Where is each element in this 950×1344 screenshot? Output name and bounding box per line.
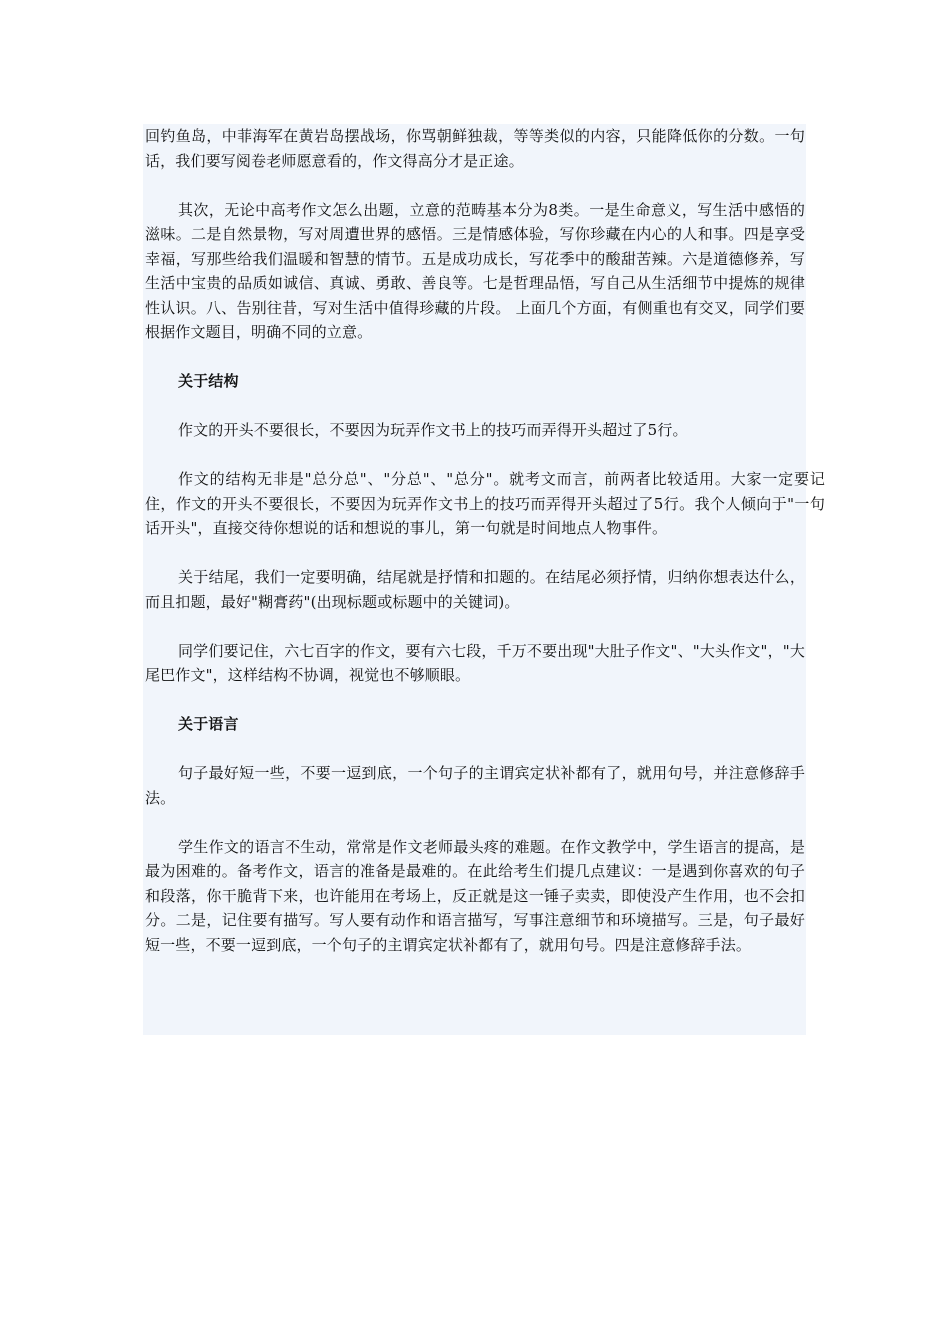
paragraph-theme-categories: 其次，无论中高考作文怎么出题，立意的范畴基本分为8类。一是生命意义，写生活中感悟的滋味。二是自然景物，写对周遭世界的感悟。三是情感体验，写你珍藏在内心的人和事。四是享受幸福，写那些给我们温暖和智慧的情节。五是成功成长，写花季中的酸甜苦辣。六是道德修养，写生活中宝贵的品质如诚信、真诚、勇敢、善良等。七是哲理品悟，写自己从生活细节中提炼的规律性认识。八、告别往昔，写对生活中值得珍藏的片段。 上面几个方面，有侧重也有交叉，同学们要根据作文题目，明确不同的立意。 — [145, 200, 805, 341]
article-body — [145, 124, 825, 982]
paragraph-continuation: 回钓鱼岛，中菲海军在黄岩岛摆战场，你骂朝鲜独裁，等等类似的内容，只能降低你的分数。一句话，我们要写阅卷老师愿意看的，作文得高分才是正途。 — [145, 127, 805, 170]
paragraph-ending: 关于结尾，我们一定要明确，结尾就是抒情和扣题的。在结尾必须抒情，归纳你想表达什么，而且扣题，最好"糊膏药"(出现标题或标题中的关键词)。 — [145, 568, 805, 611]
paragraph-opening-length: 作文的开头不要很长，不要因为玩弄作文书上的技巧而弄得开头超过了5行。 — [178, 421, 688, 439]
paragraph-paragraph-count: 同学们要记住，六七百字的作文，要有六七段，千万不要出现"大肚子作文"、"大头作文"，"大尾巴作文"，这样结构不协调，视觉也不够顺眼。 — [145, 641, 805, 684]
section-heading-language: 关于语言 — [178, 715, 239, 733]
paragraph-language-advice: 学生作文的语言不生动，常常是作文老师最头疼的难题。在作文教学中，学生语言的提高，是最为困难的。备考作文，语言的准备是最难的。在此给考生们提几点建议：一是遇到你喜欢的句子和段落，你干脆背下来，也许能用在考场上，反正就是这一锤子卖卖，即使没产生作用，也不会扣分。二是，记住要有描写。写人要有动作和语言描写，写事注意细节和环境描写。三是，句子最好短一些，不要一逗到底，一个句子的主谓宾定状补都有了，就用句号。四是注意修辞手法。 — [145, 837, 805, 954]
paragraph-structure-types: 作文的结构无非是"总分总"、"分总"、"总分"。就考文而言，前两者比较适用。大家一定要记住，作文的开头不要很长，不要因为玩弄作文书上的技巧而弄得开头超过了5行。我个人倾向于"一句话开头"，直接交待你想说的话和想说的事儿，第一句就是时间地点人物事件。 — [145, 470, 825, 537]
paragraph-short-sentences: 句子最好短一些，不要一逗到底，一个句子的主谓宾定状补都有了，就用句号，并注意修辞手法。 — [145, 764, 805, 807]
section-heading-structure: 关于结构 — [178, 372, 239, 390]
